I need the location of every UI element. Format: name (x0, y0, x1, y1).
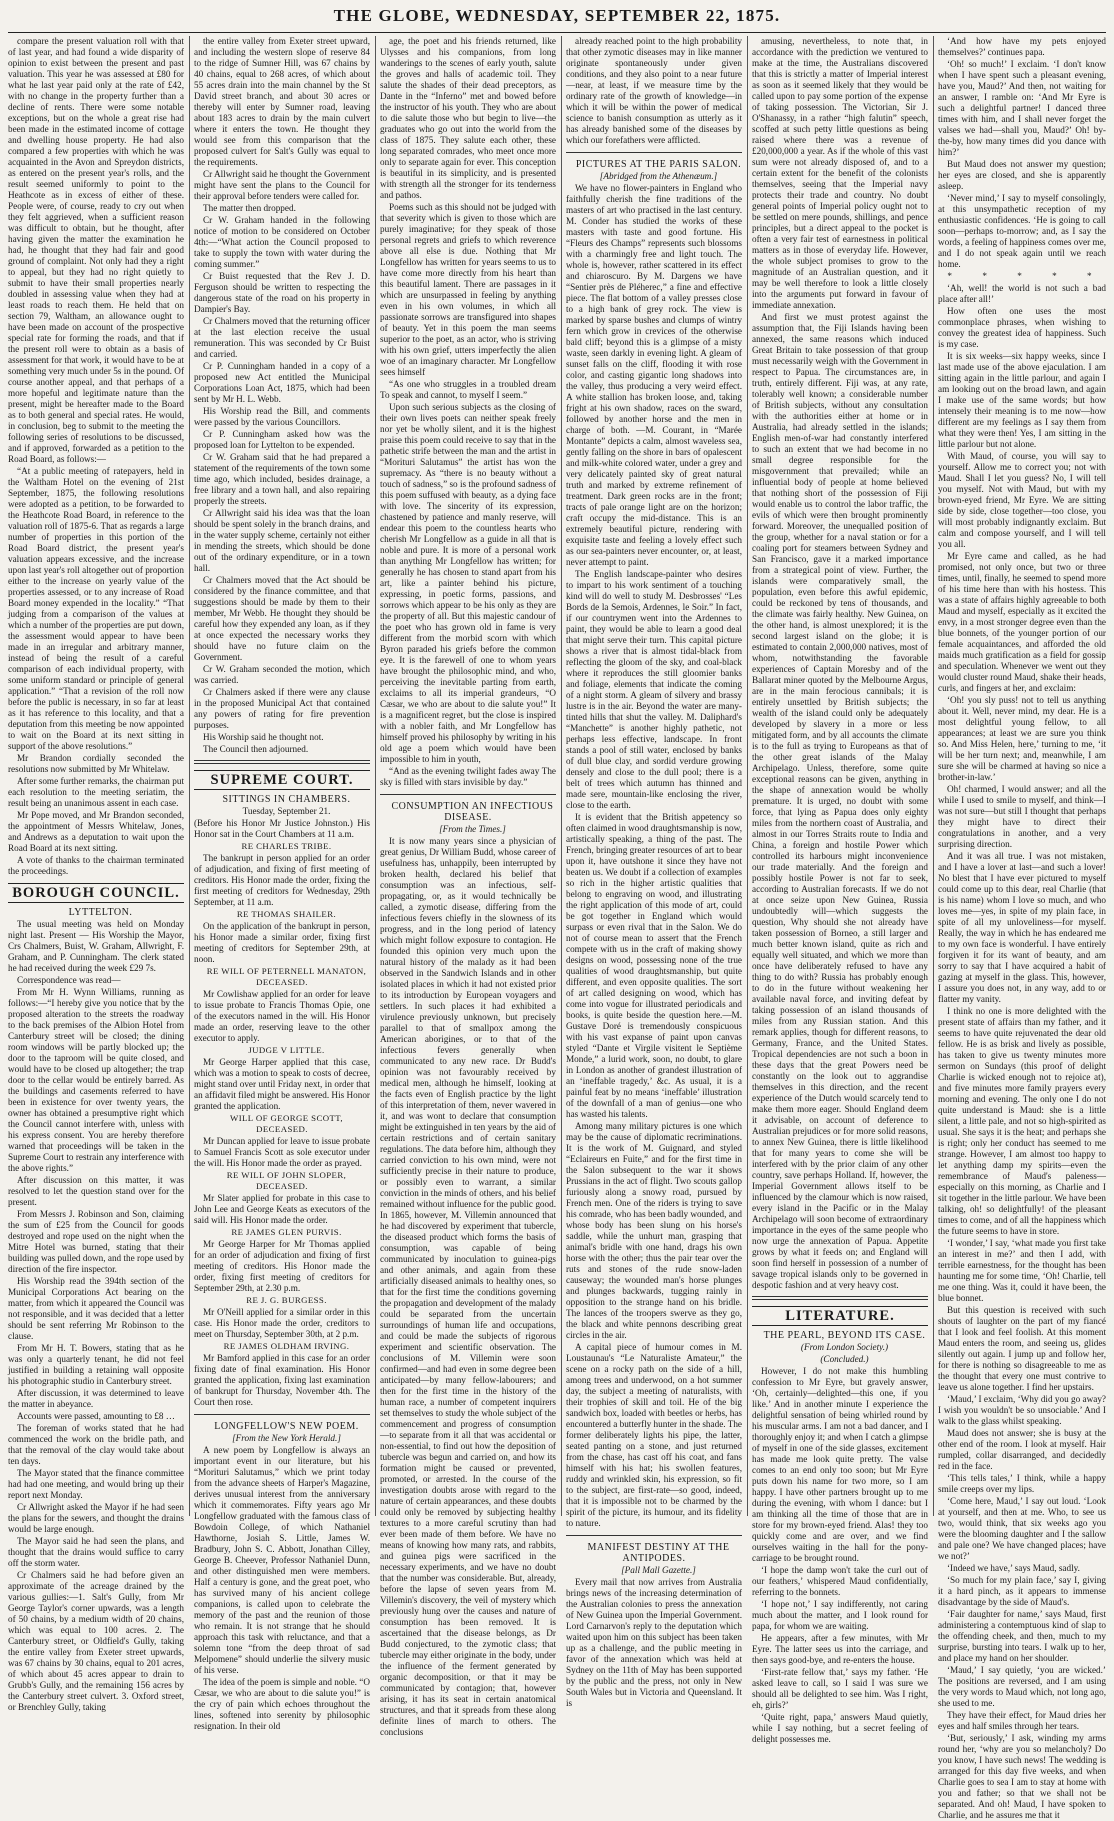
paragraph: With Maud, of course, you will say to yourself. Allow me to correct you; not with Maud. Shall I let you guess? No, I will tell you myself. Not with Maud, but with my brown-eyed friend, Mr Eyre. We are sitting side by side, close together—too close, you will most probably indignantly exclaim. But calm and compose yourself, and I will tell you all. (938, 451, 1106, 549)
paragraph: However, I do not make this humbling confession to Mr Eyre, but gravely answer, ‘Oh, certainly—delighted—this one, if you like.’ And in another minute I experience the delightful sensation of being whirled round by his muscular arms. I am not a bad dancer, and I thoroughly enjoy it; and when I catch a glimpse of myself in one of the side glasses, excitement has made me look quite pretty. The valse comes to an end only too soon; but Mr Eyre puts down his name for two more, so I am happy. I have other partners brought up to me during the evening, with whom I dance: but I am thinking all the time of those that are in store for my brown-eyed friend. Alas! they too quickly come and are over, and we find ourselves waiting in the hall for the pony-carriage to be brought round. (752, 1366, 928, 1563)
paragraph: Cr W. Graham said that he had prepared a statement of the requirements of the town some time ago, which included, besides drainage, a free library and a town hall, and also repairing properly the streets. (194, 452, 370, 506)
paragraph: After discussion, it was determined to leave the matter in abeyance. (8, 1388, 184, 1409)
paragraph: already reached point to the high probability that other zymotic diseases may in like manner originate spontaneously under given conditions, and they also point to a near future—near, at least, if we measure time by the ordinary rate of the growth of knowledge—in which it will be within the power of medical science to banish consumption as utterly as it has already banished some of the diseases by which our forefathers were afflicted. (566, 36, 742, 145)
paragraph: Every mail that now arrives from Australia brings news of the increasing determination of the Australian colonies to press the annexation of New Guinea upon the Imperial Government. Lord Carnarvon's reply to the deputation which waited upon him on this subject has been taken up as a challenge, and the public meeting in favor of the annexation which was held at Sydney on the 11th of May has been supported by the public and the press, not only in New South Wales but in Victoria and Queensland. It is (566, 1577, 742, 1708)
paragraph: ‘I hope the damp won't take the curl out of our feathers,’ whispered Maud confidentially, referring to the bonnets. (752, 1565, 928, 1597)
article-title: THE PEARL, BEYOND ITS CASE. (763, 1330, 926, 1341)
column-1 (8, 36, 184, 1712)
paragraph: Cr Chalmers asked if there were any clause in the proposed Municipal Act that contained any powers of rating for fire prevention purposes. (194, 687, 370, 730)
paragraph: His Worship read the Bill, and comments were passed by the various Councillors. (194, 406, 370, 427)
paragraph: ‘Oh! you sly puss! not to tell us anything about it. Well, never mind, my dear. He is a most delightful young fellow, to all appearances; at least we are sure you think so. And Miss Helen, here,’ turning to me, ‘it will be her turn next; and, meanwhile, I am sure she will be charmed at having so nice a brother-in-law.’ (938, 695, 1106, 782)
paragraph: ‘This tells tales,’ I think, while a happy smile creeps over my lips. (938, 1473, 1106, 1494)
column-6 (938, 36, 1106, 1820)
paragraph: The Council then adjourned. (203, 744, 309, 754)
divider (752, 1296, 928, 1300)
case-text: Mr O'Neill applied for a similar order in this case. His Honor made the order, creditors to meet on Thursday, September 30th, at 2 p.m. (194, 1307, 370, 1339)
article-source: [From the New York Herald.] (232, 1433, 341, 1443)
case-title: RE WILL OF PETERNELL MANATON, DECEASED. (206, 966, 367, 987)
paragraph: His Worship read the 394th section of the Municipal Corporations Act bearing on the matter, from which it appeared the Council was not responsible, and it was decided that a letter should be sent referring Mr Robinson to the clause. (8, 1276, 184, 1341)
masthead: THE GLOBE, WEDNESDAY, SEPTEMBER 22, 1875. (333, 6, 781, 25)
paragraph: Oh! charmed, I would answer; and all the while I used to smile to myself, and think—I was not sure—but still I thought that perhaps they might have to direct their congratulations in another, and a very surprising direction. (938, 784, 1106, 849)
paragraph: A capital piece of humour comes in M. Loustaunau's “Le Naturaliste Amateur,” the scene on a rocky path on the side of a hill, among trees and underwood, on a hot summer day, the subject a meeting of naturalists, with their trophies of skill and toil. He of the big sandwich box, loaded with beetles or herbs, has encountered a butterfly hunter in the shade. The former deliberately lights his pipe, the latter, seated panting on a stone, and just returned from the chase, has cast off his coat, and fans himself with his hat; his swollen features, ruddy and wrinkled skin, his expression, so fit to the subject, are first-rate—so good, indeed, that it is impossible not to be charmed by the spirit of the picture, its humour, and its fidelity to nature. (566, 1342, 742, 1528)
divider (566, 1535, 742, 1536)
case-text: Mr George Harper applied that this case, which was a motion to speak to costs of decree, might stand over until Friday next, in order that an affidavit filed might be answered. His Honor granted the application. (194, 1057, 370, 1111)
column-rule (189, 36, 190, 1516)
column-rule (561, 36, 562, 1516)
column-4 (566, 36, 742, 1708)
paragraph: Correspondence was read— (17, 975, 121, 985)
paragraph: It is evident that the British appetency so often claimed in wood draughtsmanship is now, artistically speaking, a thing of the past. The French, bringing greater resources of art to bear upon it, have outshone it since they have not beaten us. We doubt if a collection of examples so rich in the higher artistic qualities that belong to engraving on wood, and illustrating the right application of this mode of art, could be got together in England which would surpass or even rival that in the Salon. We do not of course mean to assert that the French compete with us in the craft of making showy designs on wood, possessing none of the true qualities of wood draughtsmanship, but quite different, and even opposite qualities. The sort of art called designing on wood, which has come into vogue for illustrated periodicals and books, is quite beside the question here.—M. Gustave Doré is tremendously conspicuous with his vast expanse of paint upon canvas styled “Dante et Virgile visitent le Septième Monde,” a lurid work, soon, no doubt, to glare in London as another of grandest illustration of an ‘ineffable tragedy,’ &c. As usual, it is a painful feat by no means ‘ineffable’ illustration of the downfall of a man of genius—one who has wasted his talents. (566, 812, 742, 1119)
paragraph: Mr Pope moved, and Mr Brandon seconded, the appointment of Messrs Whitelaw, Jones, and Andrews as a deputation to wait upon the Road Board at its next sitting. (8, 810, 184, 853)
article-source: (From London Society.) (800, 1342, 889, 1352)
masthead-rule (8, 32, 1106, 33)
case-title: RE JAMES GLEN PURVIS. (231, 1227, 342, 1237)
section-break: * * * * * (947, 271, 1106, 281)
case-title: JUDGE V LITTLE. (248, 1045, 325, 1055)
paragraph: And it was all true. I was not mistaken, and I have a lover at last—and such a lover! No blest that I have ever pictured to myself could come up to this dear, real Charlie (that is his name) whom I love so much, and who loves me—yes, in spite of my plain face, in spite of all my unloveliness—for myself. Really, the way in which he has endeared me to my own face is wonderful. I have entirely forgiven it for its want of beauty, and am sorry to say that I have acquired a habit of gazing at myself in the glass. This, however, I assure you does not, in any way, add to or flatter my vanity. (938, 851, 1106, 1004)
paragraph: ‘I hope not,’ I say indifferently, not caring much about the matter, and I look round for papa, for whom we are waiting. (752, 1599, 928, 1631)
paragraph: Cr Allwright asked the Mayor if he had seen the plans for the sewers, and thought the drains would be large enough. (8, 1502, 184, 1534)
article-title: MANIFEST DESTINY AT THE ANTIPODES. (587, 1542, 730, 1564)
paragraph: The idea of the poem is simple and noble. “O Cæsar, we who are about to die salute you!” is the cry of pain which echoes throughout the lines, softened into serenity by philosophic resignation. In their old (194, 1677, 370, 1731)
article-source: [Abridged from the Athenæum.] (599, 171, 718, 181)
section-heading: LITERATURE. (752, 1306, 928, 1326)
divider (194, 1414, 370, 1415)
paragraph: “At a public meeting of ratepayers, held in the Waltham Hotel on the evening of 21st September, 1875, the following resolutions were adopted as a petition, to be forwarded to the Heathcote Road Board, in reference to the valuation roll of 1875-6. That as regards a large number of properties in this portion of the Road Board district, the present year's valuation appears excessive, and the increase upon last year's roll altogether out of proportion either to the increase on yearly value of the properties assessed, or to any increase of Road Board money expended in the locality.” “That judging from a comparison of the values at which a number of the properties are put down, the assessment would appear to have been made in an irregular and arbitrary manner, instead of being the result of a careful comparison of each individual property, with some uniform standard or principle of general application.” “That a revision of the roll now before the public is necessary, in so far at least as it has reference to this locality, and that a deputation from this meeting be now appointed to wait on the Board at its next sitting in support of the above resolutions.” (8, 466, 184, 751)
paragraph: A vote of thanks to the chairman terminated the proceedings. (8, 855, 184, 876)
paragraph: Cr Chalmers moved that the Act should be considered by the finance committee, and that suggestions should be made by them to their member, Mr Webb. He thought they should be careful how they expended any loan, as if they at once expected the necessary works they should have no future claim on the Government. (194, 575, 370, 662)
column-5 (752, 36, 928, 1744)
paragraph: The Mayor stated that the finance committee had had one meeting, and would bring up their report next Monday. (8, 1468, 184, 1500)
date-line: Tuesday, September 21. (242, 806, 331, 816)
paragraph: ‘Never mind,’ I say to myself consolingly, at this unsympathetic reception of my enthusiastic confidences. ‘He is going to call soon—perhaps to-morrow; and, as I say the words, a feeling of happiness comes over me, and I do not speak again until we reach home. (938, 193, 1106, 269)
paragraph: After discussion on this matter, it was resolved to let the question stand over for the present. (8, 1175, 184, 1207)
paragraph: Mr Eyre came and called, as he had promised, not only once, but two or three times, until, finally, he seemed to spend more of his time here than with his hostess. This was a state of affairs highly agreeable to both Maud and myself, especially as it excited the envy, in a most stronger degree even than the blue bonnets, of the younger portion of our female acquaintances, and afforded the old maids much gratification as a field for gossip and speculation. Whenever we went out they would cluster round Maud, shake their heads, curls, and fingers at her, and exclaim: (938, 551, 1106, 693)
paragraph: But this question is received with such shouts of laughter on the part of my fiancé that I look and feel foolish. At this moment Maud enters the room, and seeing us, glides silently out again. I jump up and follow her, for there is nothing so disagreeable to me as the thought that every one must contrive to leave us alone together. I find her upstairs. (938, 1305, 1106, 1392)
paragraph: Poems such as this should not be judged with that severity which is given to those which are purely imaginative; for they speak of those personal regrets and griefs to which reverence above all else is due. Nothing that Mr Longfellow has written for years seems to us to have come more directly from his heart than this beautiful lament. There are passages in it which are unsurpassed in feeling by anything even in his own volumes, in which all passionate sorrows are transfigured into shapes of beauty. Yet in this poem the man seems superior to the poet, as an actor, who is striving with his own grief, utters imperfectly the alien woe of an imaginary character. Mr Longfellow sees himself (380, 202, 556, 377)
paragraph: Cr P. Cunningham handed in a copy of a proposed new Act entitled the Municipal Corporations Loan Act, 1875, which had been sent by Mr H. L. Webb. (194, 361, 370, 404)
column-rule (747, 36, 748, 1516)
case-text: Mr Duncan applied for leave to issue probate to Samuel Francis Scott as sole executor under the will. His Honor made the order as prayed. (194, 1136, 370, 1168)
paragraph: How often one uses the most commonplace phrases, when wishing to convey the greatest idea of happiness. Such is my case. (938, 306, 1106, 349)
paragraph: Cr Allwright said he thought the Government might have sent the plans to the Council for their approval before tenders were called for. (194, 169, 370, 201)
paragraph: They have their effect, for Maud dries her eyes and half smiles through her tears. (938, 1710, 1106, 1731)
paragraph: Cr Buist requested that the Rev J. D. Ferguson should be written to respecting the dangerous state of the road on his property in Dampier's Bay. (194, 271, 370, 314)
paragraph: It is now many years since a physician of great genius, Dr William Budd, whose career of usefulness has, unhappily, been interrupted by broken health, declared his belief that consumption was an infectious, self-propagating, or, as it would technically be called, a zymotic disease, differing from the infectious fevers chiefly in the slowness of its progress, and in the long period of latency which might follow exposure to contagion. He founded this opinion very much upon the natural history of the malady as it had been observed in the Sandwich Islands and in other isolated places in which it had not existed prior to its introduction by European voyagers and settlers. In such places it had exhibited a virulence previously unknown, but precisely parallel to that of smallpox among the American aborigines, or to that of the infectious fevers generally when communicated to any new race. Dr Budd's opinion was not favourably received by medical men, although he himself, looking at the facts even of English practice by the light of this interpretation of them, never wavered in it, and was wont to declare that consumption might be extinguished in ten years by the aid of certain restrictions and of certain sanitary regulations. The data before him, although they carried conviction to his own mind, were not sufficiently precise in their nature to produce, or possibly even to warrant, a similar conviction in the minds of others, and his belief remained without influence for the public good. In 1865, however, M. Villemin announced that he had discovered by experiment that tubercle, the diseased product which forms the basis of consumption, was capable of being communicated by inoculation to guinea-pigs and other animals, and again from these artificially diseased animals to healthy ones, so that for the first time the conditions governing the propagation and development of the malady could be separated from the uncertain surroundings of human life and occupations, and could be made the subjects of rigorous experiment and scientific observation. The conclusions of M. Villemin were soon confirmed—and had even in some degree been anticipated—by many fellow-labourers; and then for the first time in the history of the human race, a number of competent inquirers set themselves to study the whole subject of the commencement and progress of consumption—to separate from it all that was accidental or non-essential, to find out how the deposition of tubercle was begun and carried on, and how its formation might be caused or prevented, promoted, or arrested. In the course of the investigation doubts arose with regard to the nature of certain appearances, and these doubts could only be removed by subjecting healthy textures to a more careful scrutiny than had ever been made of them before. We have no means of knowing how many rats, and rabbits, and guinea pigs were sacrificed in the necessary experiments, and we have no doubt that the number was considerable. But, already, before the lapse of seven years from M. Villemin's discovery, the veil of mystery which previously hung over the causes and nature of consumption has been removed. It is ascertained that the disease belongs, as Dr Budd conjectured, to the zymotic class; that tubercle may either originate in the body, under the influence of the ferment generated by organic decomposition, or that it may be communicated by contagion; that, however arising, it has its seat in certain anatomical structures, and that it spreads from these along definite lines of march to others. The conclusions (380, 836, 556, 1737)
paragraph: Cr Chalmers moved that the returning officer at the last election receive the usual remuneration. This was seconded by Cr Buist and carried. (194, 316, 370, 359)
paragraph: the entire valley from Exeter street upward, and including the western slope of reserve 84 to the ridge of Sumner Hill, was 67 chains by 40 chains, equal to 268 acres, of which about 55 acres drain into the main channel by the St David street branch, and about 30 acres or thereby will enter by Sumner road, leaving about 183 acres to drain by the main culvert where it enters the town. He thought they would see from this comparison that the proposed culvert for Salt's Gully was equal to the requirements. (194, 36, 370, 167)
case-text: Mr Slater applied for probate in this case to John Lee and George Keats as executors of the said will. His Honor made the order. (194, 1193, 370, 1225)
paragraph: Among many military pictures is one which may be the cause of diplomatic recriminations. It is the work of M. Guignard, and styled “Eclaireurs en Fuite,” and for the first time in the Salon subsequent to the war it shows Prussians in the act of flight. Two scouts gallop furiously along a snowy road, pursued by French men. One of the riders is trying to save his comrade, who has been badly wounded, and whose body has been slung on his horse's saddle, while the unhurt man, grasping that animal's bridle with one hand, drags his own horse with the other; thus the pair tear over the ruts and stones of the rude snow-laden causeway; the wounded man's horse plunges and plunges backwards, tugging rainly in opposition to the strange hand on his bridle. The lances of the troopers swerve as they go, the black and white pennons describing great circles in the air. (566, 1121, 742, 1340)
paragraph: The English landscape-painter who desires to impart to his work sentiment of a touching kind will do well to study M. Desbrosses' “Les Bords de la Semois, Ardennes, le Soir.” In fact, if our countrymen went into the Ardennes to paint, they would be able to learn a good deal that might serve their turn. This capital picture shows a river that is almost tidal-black from reflecting the gloom of the sky, and coal-black where it reproduces the still gloomier banks and foliage, elements that indicate the coming of a night storm. A gleam of silvery and brassy lustre is in the air. Beyond the water are many-tinted hills that shut the valley. M. Daliphard's “Manchette” is another highly pathetic, not perhaps less effective, landscape. In front stands a pool of still water, enclosed by banks of dull blue clay, and sordid verdure growing densely and close to the dull pool; there is a belt of trees which autumn has thinned and made sere, mountain-like enclosing the river, close to the earth. (566, 569, 742, 810)
case-text: Mr George Harper for Mr Thomas applied for an order of adjudication and fixing of first meeting of creditors. His Honor made the order, fixing first meeting of creditors for September 29th, at 2.30 p.m. (194, 1239, 370, 1293)
paragraph: But Maud does not answer my question; her eyes are closed, and she is apparently asleep. (938, 159, 1106, 191)
paragraph: (Before his Honor Mr Justice Johnston.) His Honor sat in the Court Chambers at 11 a.m. (194, 818, 370, 839)
paragraph: The matter then dropped. (203, 203, 296, 213)
paragraph: The foreman of works stated that he had commenced the work on the bridle path, and that the removal of the clay would take about ten days. (8, 1423, 184, 1466)
divider (566, 152, 742, 153)
article-title: PICTURES AT THE PARIS SALON. (575, 159, 742, 170)
paragraph: After some further remarks, the chairman put each resolution to the meeting seriatim, the result being an unanimous assent in each case. (8, 776, 184, 808)
paragraph: ‘Fair daughter for name,’ says Maud, first administering a contemptuous kind of slap to the offending cheek, and then, much to my surprise, bursting into tears. I walk up to her, and place my hand on her shoulder. (938, 1609, 1106, 1663)
case-title: RE THOMAS SHAILER. (236, 909, 337, 919)
paragraph: ‘But, seriously,’ I ask, winding my arms round her, ‘why are you so melancholy? Do you know, I have such news! The wedding is arranged for this day five weeks, and when Charlie goes to sea I am to stay at home with you and father; so that we shall not be separated. And oh! Maud, I have spoken to Charlie, and he assures me that it (938, 1733, 1106, 1820)
case-title: RE CHARLES TRIBE. (241, 841, 332, 851)
paragraph: Maud does not answer; she is busy at the other end of the room. I look at myself. Hair rumpled, collar disarranged, and decidedly red in the face. (938, 1428, 1106, 1471)
divider (194, 760, 370, 764)
paragraph: The usual meeting was held on Monday night last. Present — His Worship the Mayor, Crs Chalmers, Buist, W. Graham, Allwright, F. Graham, and P. Cunningham. The clerk stated he had received during the week £29 7s. (8, 919, 184, 973)
article-source: [Pall Mall Gazette.] (621, 1565, 696, 1575)
paragraph: It is six weeks—six happy weeks, since I last made use of the above ejaculation. I am sitting again in the little parlour, and again I am looking out on the broad lawn, and again I make use of the same words; but how intensely their meaning is to me now—how different are my feelings as I say them from what they were then! Yes, I am sitting in the little parlour but not alone. (938, 351, 1106, 449)
case-text: Mr Bamford applied in this case for an order fixing date of final examination. His Honor granted the application, fixing last examination of bankrupt for Thursday, November 4th. The Court then rose. (194, 1353, 370, 1407)
paragraph: From Mr H. Wynn Williams, running as follows:—“I hereby give you notice that by the proposed alteration to the streets the roadway to the back premises of the Albion Hotel from Canterbury street will be closed; the dining room windows will be partly blocked up; the door to the taproom will be quite closed, and would have to be closed up altogether; the trap door to the cellar would be entirely barred. As the buildings and casements referred to have been in existence for over twenty years, the owner has obtained a presumptive right which the Council cannot interfere with, unless with his express consent. You are hereby therefore warned that proceedings will be taken in the Supreme Court to restrain any interference with the above rights.” (8, 987, 184, 1173)
paragraph: The Mayor said he had seen the plans, and thought that the drains would suffice to carry off the storm water. (8, 1536, 184, 1568)
column-rule (933, 36, 934, 1516)
paragraph: I think no one is more delighted with the present state of affairs than my father, and it seems to have quite rejuvenated the dear old fellow. He is as brisk and lively as possible, has taken to give us twenty minutes more sermon on Sundays (this proof of delight Charlie is wicked enough not to rejoice at), and five minutes more family prayers every morning and evening. The only one I do not quite understand is Maud: she is a little silent, a little pale, and not so high-spirited as usual. She says it is the heat; and perhaps she is right; only her conduct has seemed to me strange. However, I am almost too happy to let anything damp my spirits—even the remembrance of Maud's paleness—especially on this morning, as Charlie and I sit together in the little parlour. We have been talking, oh! so delightfully! of the pleasant times to come, and of all the happiness which the future seems to have in store. (938, 1006, 1106, 1236)
paragraph: compare the present valuation roll with that of last year, and had found a wide disparity of opinion to exist between the present and past valuation. This year he was assessed at £80 for what he last year paid only at the rate of £42, with no change in the property further than a decline of rents. There were some notable exceptions, but on the whole a great rise had been made in the estimated income of cottage and dwelling house property. He had also compared a few properties with which he was acquainted in the Avon and Spreydon districts, as entered on the present year's rolls, and the result seemed uniformly to point to the Heathcote as in excess of either of these. People were, of course, ready to cry out when they felt aggrieved, when a sufficient reason was difficult to obtain, but he thought, after having given the matter the examination he had, he thought that they had fair and good ground of complaint. Not only had they a right to appeal, but they had no right quietly to submit to have their small properties nearly doubled in assessing value when they had at least roads to reach them. He held that on section 79, Waltham, an allowance ought to have been made on account of the prospective special rate for forming the roads, and that if the present roll were to obtain as a basis of assessment for that work, it would have to be at something very much under 5s in the pound. Of course another appeal, and that perhaps of a more hopeful and legitimate nature than the present, might be hereafter made to the Board as to both general and special rates. He would, in conclusion, beg to submit to the meeting the following series of resolutions to be discussed, and if approved, forwarded as a petition to the Road Board, as follows:— (8, 36, 184, 464)
section-heading: SUPREME COURT. (194, 770, 370, 790)
divider (380, 794, 556, 795)
case-title: RE WILL OF JOHN SLOPER, DECEASED. (226, 1170, 347, 1191)
column-2 (194, 36, 370, 1731)
case-text: Mr Cowlishaw applied for an order for leave to issue probate to Francis Thomas Opie, one of the executors named in the will. His Honor made an order, reserving leave to the other executor to apply. (194, 989, 370, 1043)
paragraph: From Mr H. T. Bowers, stating that as he was only a quarterly tenant, he did not feel justified in building a retaining wall opposite his photographic studio in Canterbury street. (8, 1343, 184, 1386)
paragraph: “As one who struggles in a troubled dream To speak and cannot, to myself I seem.” (380, 379, 556, 400)
case-title: RE J. G. BURGESS. (246, 1295, 327, 1305)
section-subhead: LYTTELTON. (68, 907, 133, 918)
paragraph: We have no flower-painters in England who faithfully cherish the fine traditions of the masters of art who practised in the last century. M. Conder has studied the works of these masters with taste and good fortune. His “Fleurs des Champs” represents such blossoms with a charmingly free and light touch. The whole is, however, rather scattered in its effect and chiaroscuro. By M. Dargens we have “Sentier près de Pléherec,” a fine and effective piece. The flat bottom of a valley presses close to a high bank of grey rock. The view is marked by sparse bushes and clumps of wintry fern which grow in crevices of the otherwise bald cliff; beyond this is a glimpse of a misty waste, seen darkly in evening light. A gleam of sunset falls on the cliff, flooding it with rose color, and casting gigantic long shadows into the valley, thus producing a very weird effect. A white stallion has broken loose, and, taking fright at his own shadow, races on the sward, followed by another horse and the men in charge of both. —M. Courant, in “Marée Montante” depicts a calm, almost waveless sea, gently falling on the shore in bars of opalescent and milk-white colored water, under a grey and very delicately painted sky of great natural truth and marked by extreme refinement of treatment. Dark green rocks are in the front; tracts of pale orange light are on the horizon; craft occupy the mid-distance. This is an extremely beautiful picture, rendering with exquisite taste and feeling a lovely effect such as our sea-painters never encounter, or, at least, never attempt to paint. (566, 183, 742, 567)
paragraph: His Worship said he thought not. (203, 732, 324, 742)
paragraph: ‘And how have my pets enjoyed themselves?’ continues papa. (938, 36, 1106, 57)
paragraph: ‘Come here, Maud,’ I say out loud. ‘Look at yourself, and then at me. Who, to see us two, would think, that six weeks ago you were the blooming daughter and I the sallow and pale one? We have changed places; have we not?’ (938, 1496, 1106, 1561)
columns (8, 36, 1106, 1820)
article-title: CONSUMPTION AN INFECTIOUS DISEASE. (391, 801, 554, 823)
column-rule (375, 36, 376, 1516)
paragraph: ‘Maud,’ I exclaim, ‘Why did you go away? I wish you wouldn't be so unsociable.’ And I walk to the glass whilst speaking. (938, 1394, 1106, 1426)
paragraph: ‘Oh! so much!’ I exclaim. ‘I don't know when I have spent such a pleasant evening, have you, Maud?’ And then, not waiting for an answer, I ramble on: ‘And Mr Eyre is such a delightful partner! I danced three times with him, and I shall never forget the valses we had—shall you, Maud?’ Oh! by-the-by, how many times did you dance with him?’ (938, 59, 1106, 157)
paragraph: Mr Brandon cordially seconded the resolutions now submitted by Mr Whitelaw. (8, 753, 184, 774)
paragraph: ‘Quite right, papa,’ answers Maud quietly, while I say nothing, but a secret feeling of delight possesses me. (752, 1712, 928, 1744)
paragraph: Upon such serious subjects as the closing of their own lives poets can neither speak freely nor yet be wholly silent, and it is the highest praise this poem could receive to say that in the pathetic strife between the man and the artist in “Morituri Salutamus” the artist has won the supremacy. As “there is no beauty without a touch of sadness,” so is the profound sadness of this poem suffused with beauty, as a dying face with love. The sincerity of its expression, chastened by patience and manly reserve, will endear this poem to the countless hearts who cherish Mr Longfellow as a guide in all that is noble and pure. It is more of a personal work than anything Mr Longfellow has written; for generally he has chosen to stand apart from his art, like a painter behind his picture, expressing, in poetic forms, passions, and sorrows which appear to be his only as they are the property of all. But this majestic candour of the poet who has grown old in fame is very different from the morbid scorn with which Byron paraded his griefs before the common eye. It is the farewell of one to whom years have brought the philosophic mind, and who, perceiving the inevitable parting from earth, exclaims to all its imperial grandeurs, “O Cæsar, we who are about to die salute you!” It is a magnificent regret, but the close is inspired with a nobler faith, and Mr Longfellow has himself proved his philosophy by writing in his old age a poem which would have been impossible to him in youth, (380, 402, 556, 764)
case-title: RE JAMES OLDHAM IRVING. (223, 1341, 350, 1351)
column-3 (380, 36, 556, 1737)
article-title: LONGFELLOW'S NEW POEM. (214, 1421, 359, 1432)
paragraph: age, the poet and his friends returned, like Ulysses and his companions, from long wanderings to the scenes of early youth, salute the groves and halls of academic toil. They salute the shades of their dead preceptors, as Dante in the “Inferno” met and bowed before the instructor of his youth. They who are about to die salute those who but begin to live—the graduates who go out into the world from the class of 1875. They salute each other, these long separated comrades, who meet once more only to separate again for ever. This conception is beautiful in its simplicity, and is presented with strength all the stronger for its tenderness and pathos. (380, 36, 556, 200)
paragraph: “And as the evening twilight fades away The sky is filled with stars invisible by day.” (380, 766, 556, 787)
paragraph: ‘So much for my plain face,’ say I, giving it a hard pinch, as it appears to immense disadvantage by the side of Maud's. (938, 1575, 1106, 1607)
case-text: On the application of the bankrupt in person, his Honor made a similar order, fixing first meeting of creditors for September 29th, at noon. (194, 921, 370, 964)
case-title: WILL OF GEORGE SCOTT, DECEASED. (230, 1113, 343, 1134)
paragraph: And first we must protest against the assumption that, the Fiji Islands having been annexed, the same reasons which induced Great Britain to take possession of that group must necessarily weigh with the Government in respect to Papua. The circumstances are, in truth, entirely different. Fiji was, at any rate, tolerably well known; a considerable number of British subjects, without any consultation with the authorities either at home or in Australia, had already settled in the islands; English men-of-war had constantly interfered to such an extent that we had become in no small degree responsible for the misgovernment that prevailed; while an influential body of people at home believed that nothing short of the possession of Fiji would enable us to control the labor traffic, the evils of which were then brought prominently forward. Moreover, the unequalled position of the group, whether for a naval station or for a coaling port for steamers between Sydney and San Francisco, gave it a marked importance from a strategical point of view. Further, the islands were comparatively small, the population, even before this awful epidemic, could be reckoned by tens of thousands, and the climate was fairly healthy. New Guinea, on the other hand, is almost unexplored; it is the second largest island on the globe; it is estimated to contain 2,000,000 natives, most of whom, notwithstanding the favorable experiences of Captain Moresby and of the Ballarat miner quoted by the Melbourne Argus, are in the main ferocious cannibals; it is entirely unsettled by British subjects; the wealth of the island could only be adequately developed by slavery in a more or less mitigated form, and by all accounts the climate is to the full as trying to Europeans as that of the other great islands of the Malay Archipelago. Unless, therefore, some quite exceptional reasons can be given, anything in the shape of annexation would be wholly premature. It is urged, no doubt with some force, that lying as Papua does only eighty miles from the northern coast of Australia, and almost in our Torres Straits route to India and China, a foreign and hostile Power which controlled its harbours might inconvenience our trade materially. And the foreign and possibly hostile Power is not far to seek, according to Australian forecasts. If we do not at once seize upon New Guinea, Russia undoubtedly will—which suggests the question, Why should she not already have taken possession of Borneo, a still larger and much better known island, quite as rich and equally well situated, and which we more than once have deliberately refused to have any thing to do with? Russia has probably enough to do in the future without weakening her available naval force, and inviting defeat by taking possession of an island thousands of miles from any Russian station. And this remark applies, though for different reasons, to Germany, France, and the United States. Tropical dependencies are not such a boon in these days that the great Powers need be constantly on the look out to aggrandise themselves in this direction, and the recent experience of the Dutch would scarcely tend to make them more eager. Should England deem it advisable, on account of deference to Australian prejudices or for more solid reasons, to annex New Guinea, there is little likelihood that for many years to come she will be interfered with by the prior claim of any other country, save perhaps Holland. If, however, the Imperial Government allows itself to be influenced by the clamour which is now raised, every island in the Pacific or in the Malay Archipelago will soon become of extraordinary importance in the eyes of the same people who now urge the annexation of Papua. Appetite grows by what it feeds on; and England will soon find herself in possession of a number of savage tropical islands only to be governed in despotic fashion and at very heavy cost. (752, 312, 928, 1290)
paragraph: ‘First-rate fellow that,’ says my father. ‘He asked leave to call, so I said I was sure we should all be delighted to see him. Was I right, eh, girls?’ (752, 1667, 928, 1710)
paragraph: From Messrs J. Robinson and Son, claiming the sum of £25 from the Council for goods destroyed and rope used on the night when the Mitre Hotel was burned, stating that their building was pulled down, and the rope used by direction of the fire inspector. (8, 1209, 184, 1274)
section-subhead: SITTINGS IN CHAMBERS. (222, 794, 351, 805)
paragraph: ‘Maud,’ I say quietly, ‘you are wicked.’ The positions are reversed, and I am using the very words to Maud which, not long ago, she used to me. (938, 1665, 1106, 1708)
paragraph: Cr W. Graham handed in the following notice of motion to be considered on October 4th:—“What action the Council proposed to take to supply the town with water during the coming summer.” (194, 215, 370, 269)
paragraph: ‘I wonder,’ I say, ‘what made you first take an interest in me?’ and then I add, with terrible earnestness, for the thought has been haunting me for some time, ‘Oh! Charlie, tell me one thing. Was it, could it have been, the blue bonnet. (938, 1238, 1106, 1303)
article-source: [From the Times.] (439, 824, 506, 834)
paragraph: Cr W. Graham seconded the motion, which was carried. (194, 664, 370, 685)
paragraph: Cr Chalmers said he had before given an approximate of the acreage drained by the various gullies:—1. Salt's Gully, from Mr George Taylor's corner upwards, was a length of 50 chains, by a medium width of 20 chains, which was equal to 100 acres. 2. The Canterbury street, or Oldfield's Gully, taking the entire valley from Exeter street upwards, was 67 chains by 30 chains, equal to 201 acres, of which about 45 acres appear to drain to Grubb's Gully, and the remaining 156 acres by the Canterbury street culvert. 3. Oxford street, or Brenchley Gully, taking (8, 1570, 184, 1712)
paragraph: ‘Indeed we have,’ says Maud, sadly. (947, 1563, 1080, 1573)
concluded-note: (Concluded.) (820, 1354, 869, 1364)
paragraph: ‘Ah, well! the world is not such a bad place after all!’ (938, 283, 1106, 304)
case-text: The bankrupt in person applied for an order of adjudication, and fixing of first meeting of creditors. His Honor made the order, fixing the first meeting of creditors for Wednesday, 29th September, at 11 a.m. (194, 853, 370, 907)
paragraph: Cr P. Cunningham asked how was the proposed loan for Lyttelton to be expended. (194, 429, 370, 450)
paragraph: He appears, after a few minutes, with Mr Eyre. The latter sees us into the carriage, and then says good-bye, and re-enters the house. (752, 1633, 928, 1665)
paragraph: amusing, nevertheless, to note that, in accordance with the prediction we ventured to make at the time, the Australians discovered that this is strictly a matter of Imperial interest as soon as it seemed likely that they would be called upon to pay some portion of the expense of taking possession. The Victorian, Sir J. O'Shanassy, in a rather “high falutin” speech, scoffed at such petty little questions as being raised where there was a revenue of £20,000,000 a year. As if the whole of this vast sum were not already disposed of, and to a certain extent for the benefit of the colonists themselves, seeing that the Imperial navy protects their trade and country. No doubt general points of Imperial policy ought not to be settled on mere pounds, shillings, and pence principles, but a direct appeal to the pocket is often a very fair test of earnestness in political matters as in those of everyday life. However, the whole subject promises to grow to the magnitude of an Australian question, and it may be well therefore to look a little closely into the arguments put forward in favour of immediate annexation. (752, 36, 928, 310)
paragraph: Cr Allwright said his idea was that the loan should be spent solely in the branch drains, and in the water supply scheme, certainly not either in mending the streets, which should be done out of the ordinary expenditure, or in a town hall. (194, 508, 370, 573)
paragraph: Accounts were passed, amounting to £8 … (17, 1411, 175, 1421)
section-heading: BOROUGH COUNCIL. (8, 883, 184, 903)
paragraph: A new poem by Longfellow is always an important event in our literature, but his “Morituri Salutamus,” which we print today from the advance sheets of Harper's Magazine, derives unusual interest from the anniversary which it commemorates. Fifty years ago Mr Longfellow graduated with the famous class of Bowdoin College, of which Nathaniel Hawthorne, Josiah S. Little, James W. Bradbury, John S. C. Abbott, Jonathan Cilley, George B. Cheever, Professor Nathaniel Dunn, and other distinguished men were members. Half a century is gone, and the great poet, who has survived many of his ancient college companions, is called upon to celebrate the memory of the past and the reunion of those who remain. It is not strange that he should approach this task with reluctance, and that a solemn tone “from the deep throat of sad Melpomene” should underlie the silvery music of his verse. (194, 1445, 370, 1675)
